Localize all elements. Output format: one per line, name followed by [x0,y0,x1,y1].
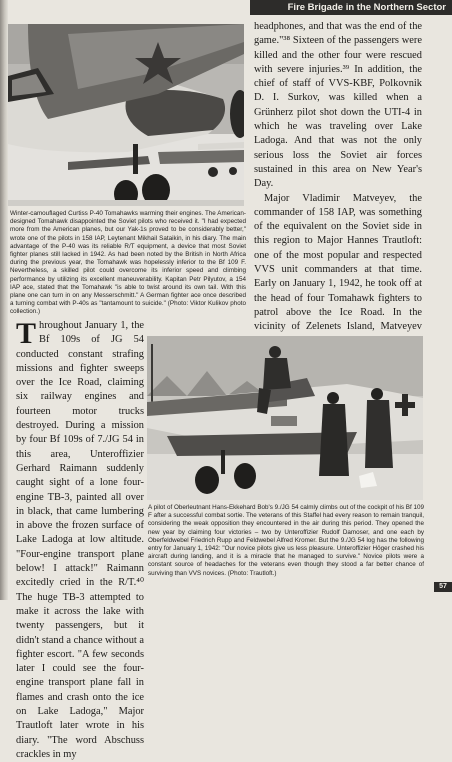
left-paragraph-text: hroughout January 1, the Bf 109s of JG 54 conducted constant strafing missions and fighter sweeps over the Ice Road, claiming six railway engines and fourteen motor trucks destroyed. During a mission by four Bf 109s of 7./JG 54 in this area, Unteroffizier Gerhard Raimann suddenly caught sight of a lone four-engine TB-3, painted all over in black, that came lumbering in above the frozen surface of Lake Ladoga at low altitude. "Four-engine transport plane below! I attack!" Raimann excitedly cried in the R/T.⁴⁰ The huge TB-3 attempted to make it across the lake with twenty passengers, but it didn't stand a chance without a fighter escort. "A few seconds later I could see the four-engine transport plane fall in flames and crash onto the ice on Lake Ladoga," Major Trautloft later wrote in his diary. "The word Abschuss crackles in my [16,320,144,760]
left-paragraph [16,319,144,762]
book-gutter-shadow [0,0,8,600]
right-paragraph-2: Major Vladimir Matveyev, the commander of 158 IAP, was something of the equivalent on the Soviet side in this region to Major Hannes Trautloft: one of the most popular and respected VVS unit commanders at that time. Early on January 1, 1942, he took off at the head of four Tomahawk fighters to patrol above the Ice Road. In the vicinity of Zelenets Island, Matveyev [254,192,422,333]
running-header-title: Fire Brigade in the Northern Sector [287,2,446,13]
drop-cap: T [16,317,37,350]
bf109-photo-caption: A pilot of Oberleutnant Hans-Ekkehard Bob's 9./JG 54 calmly climbs out of the cockpit of his Bf 109 F after a successful combat sortie. The veterans of this Staffel had every reason to remain tranquil, considering the weak opposition they encountered in the air during this period. They opened the new year by claiming four victories – two by Unteroffizier Rudolf Damoser, and one each by Oberfeldwebel Friedrich Rupp and Feldwebel Alfred Kromer. But the 9./JG 54 log has the following entry for January 1, 1942: "Our novice pilots give us less pleasure. Unteroffizier Höger crashed his aircraft during landing, and it is a miracle that he managed to survive." Novice pilots were a constant source of headaches for the veterans even though they stood a far better chance of surviving than VVS novices. (Photo: Trautloft.) [148,504,424,577]
right-paragraph-1: headphones, and that was the end of the game."³⁸ Sixteen of the passengers were killed and the other four were rescued with severe injuries.³⁹ In addition, the chief of staff of VVS-KBF, Polkovnik D. I. Surkov, was killed when a Grünherz pilot shot down the UTI-4 in which he was traveling over Lake Ladoga. And that was not the only serious loss the Soviet air forces sustained in this area on New Year's Day. [254,21,422,190]
left-text-column [16,319,144,762]
page-number: 57 [434,582,452,592]
tomahawk-photo-illustration [8,24,244,206]
bf109-photo [147,336,423,500]
tomahawk-photo-caption: Winter-camouflaged Curtiss P-40 Tomahawks warming their engines. The American-designed Tomahawk disappointed the Soviet pilots who received it. "I had expected more from the American planes, but our Yak-1s proved to be considerably better," wrote one of the pilots in 158 IAP, Leytenant Mikhail Sataikin, in his diary. The main advantage of the P-40 was its reliable R/T equipment, a device that most Soviet fighter planes still lacked in 1942. As had been noted by the British in North Africa during the previous year, the Tomahawk was hopelessly inferior to the Bf 109 F. Nevertheless, a skilled pilot could overcome its inferior speed and climbing performance by utilizing its excellent maneuverability. Kapitan Petr Pilyutov, a 154 IAP ace, stated that the Tomahawk "is able to twist around its own tail. With this plane one can turn in on any Messerschmitt." A German fighter ace once described a turning combat with P-40s as "tantamount to suicide." (Photo: Viktor Kulikov photo collection.) [10,210,246,316]
tomahawk-photo [8,24,244,206]
bf109-photo-illustration [147,336,423,500]
running-header [250,0,452,15]
